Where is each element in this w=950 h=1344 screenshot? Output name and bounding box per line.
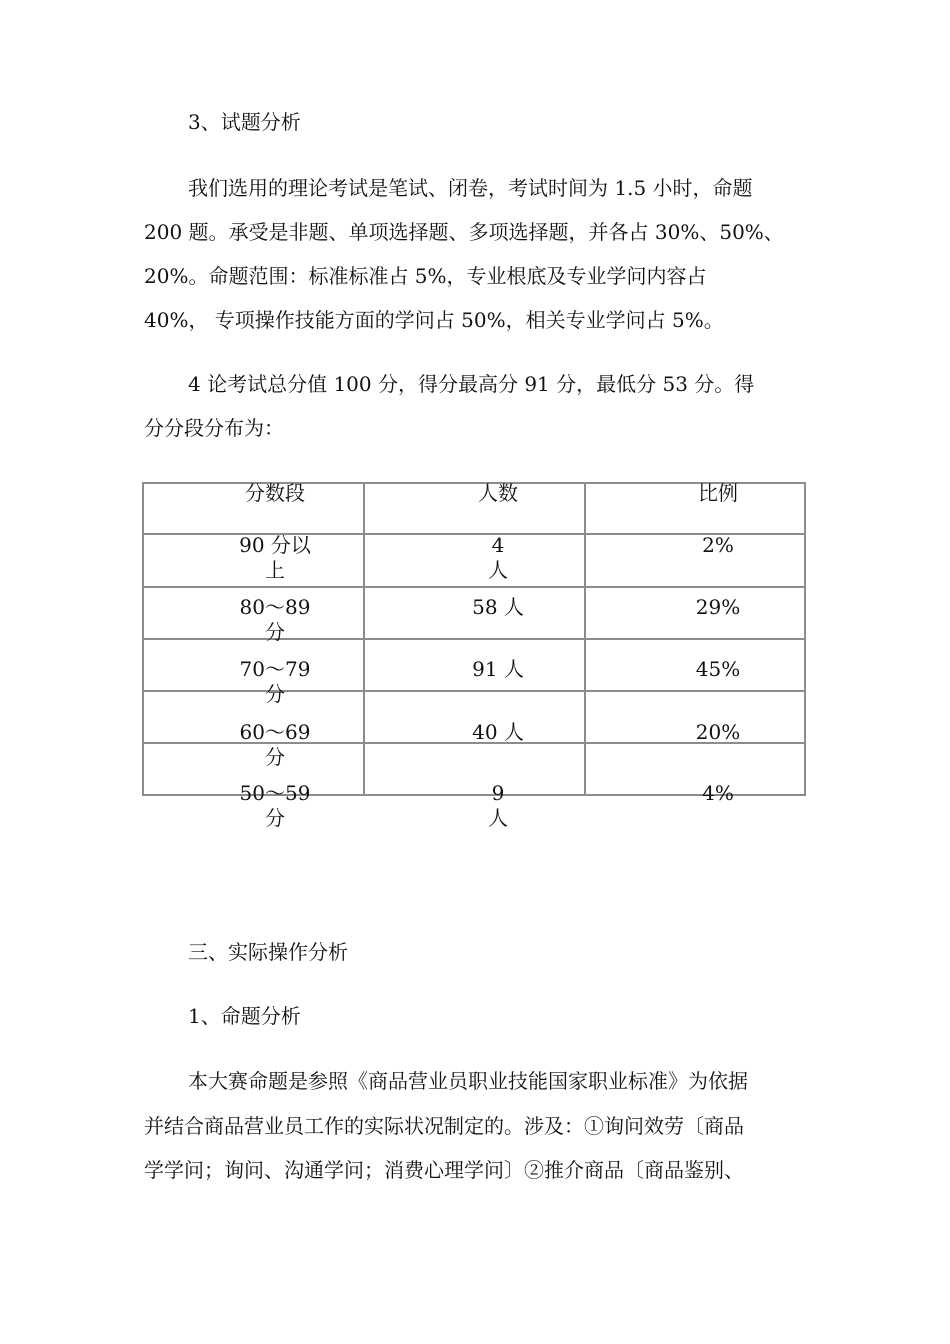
- table-cell-range: 80～89: [239, 595, 311, 619]
- para1-line1: 我们选用的理论考试是笔试、闭卷，考试时间为 1.5 小时，命题: [188, 176, 753, 200]
- table-cell-count: 91 人: [472, 657, 524, 681]
- para2-line2: 分分段分布为：: [144, 416, 284, 440]
- table-cell-ratio: 20%: [695, 720, 741, 744]
- para3-line3: 学学问；询问、沟通学问；消费心理学问〕②推介商品〔商品鉴别、: [144, 1158, 744, 1182]
- table-cell-count: 人: [488, 558, 508, 582]
- table-cell-count: 58 人: [472, 595, 524, 619]
- table-cell-count: 4: [491, 533, 505, 557]
- table-cell-range: 分: [265, 806, 285, 830]
- table-cell-ratio: 29%: [695, 595, 741, 619]
- table-rule: [142, 586, 806, 588]
- table-cell-ratio: 4%: [702, 781, 734, 805]
- table-rule: [584, 482, 586, 796]
- table-cell-range: 分: [265, 620, 285, 644]
- table-cell-range: 上: [265, 558, 285, 582]
- table-cell-range: 70～79: [239, 657, 311, 681]
- table-header-count: 人数: [478, 481, 518, 505]
- table-cell-range: 60～69: [239, 720, 311, 744]
- table-rule: [804, 482, 806, 796]
- para3-line1: 本大赛命题是参照《商品营业员职业技能国家职业标准》为依据: [188, 1069, 748, 1093]
- sub1-heading: 1、命题分析: [188, 1004, 301, 1028]
- table-header-ratio: 比例: [698, 481, 738, 505]
- table-cell-range: 90 分以: [239, 533, 311, 557]
- para2-line1: 4 论考试总分值 100 分，得分最高分 91 分，最低分 53 分。得: [188, 372, 755, 396]
- table-cell-range: 50～59: [239, 781, 311, 805]
- table-header-range: 分数段: [245, 481, 305, 505]
- table-rule: [363, 482, 365, 796]
- table-cell-range: 分: [265, 745, 285, 769]
- section-three-heading: 三、实际操作分析: [188, 940, 348, 964]
- section-3-heading: 3、试题分析: [188, 110, 301, 134]
- para1-line2: 200 题。承受是非题、单项选择题、多项选择题，并各占 30%、50%、: [144, 220, 784, 244]
- para3-line2: 并结合商品营业员工作的实际状况制定的。涉及：①询问效劳〔商品: [144, 1114, 744, 1138]
- table-cell-count: 40 人: [472, 720, 524, 744]
- para1-line3: 20%。命题范围：标准标准占 5%，专业根底及专业学问内容占: [144, 264, 707, 288]
- para1-line4: 40%， 专项操作技能方面的学问占 50%，相关专业学问占 5%。: [144, 308, 724, 332]
- table-cell-ratio: 45%: [695, 657, 741, 681]
- table-cell-ratio: 2%: [702, 533, 734, 557]
- table-cell-count: 9: [491, 781, 505, 805]
- table-cell-range: 分: [265, 682, 285, 706]
- table-rule: [142, 482, 144, 796]
- table-cell-count: 人: [488, 806, 508, 830]
